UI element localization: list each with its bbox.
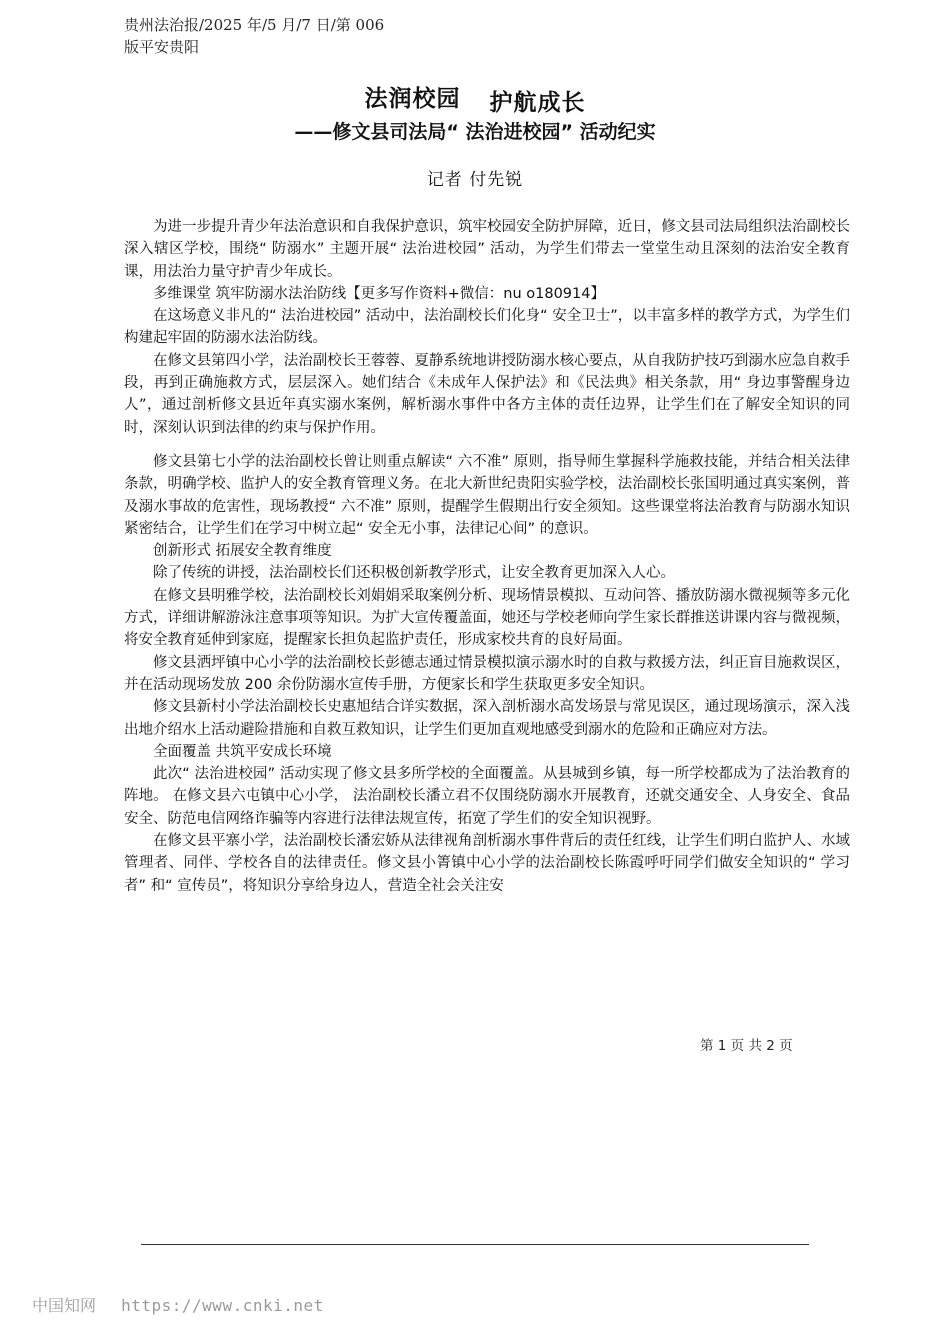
paragraph: 在修文县平寨小学，法治副校长潘宏娇从法律视角剖析溺水事件背后的责任红线，让学生们明白监护人、水域管理者、同伴、学校各自的法律责任。修文县小箐镇中心小学的法治副校长陈霞呼吁同学们做安全知识的“ 学习者” 和“ 宣传员”，将知识分享给身边人，营造全社会关注安: [124, 833, 850, 894]
article-title: [0, 82, 950, 116]
footer-divider: [141, 1244, 809, 1245]
watermark-brand: 中国知网: [32, 1296, 97, 1315]
publication-source: [124, 14, 424, 58]
section-heading: 创新形式 拓展安全教育维度: [153, 543, 332, 560]
title-part-2: 护航成长: [489, 90, 586, 116]
source-line-1: 贵州法治报/2025 年/5 月/7 日/第 006: [124, 16, 385, 34]
section-heading: 多维课堂 筑牢防溺水法治防线【更多写作资料+微信：nu o180914】: [153, 285, 605, 302]
title-part-1: 法润校园: [364, 86, 461, 112]
paragraph: 修文县新村小学法治副校长史惠旭结合详实数据，深入剖析溺水高发场景与常见误区，通过现场演示，深入浅出地介绍水上活动避险措施和自救互救知识，让学生们更加直观地感受到溺水的危险和正确应对方法。: [124, 699, 850, 738]
article-subtitle: ——修文县司法局“ 法治进校园” 活动纪实: [294, 121, 656, 143]
paragraph: 在修文县明雅学校，法治副校长刘娟娟采取案例分析、现场情景模拟、互动问答、播放防溺水微视频等多元化方式，详细讲解游泳注意事项等知识。为扩大宣传覆盖面，她还与学校老师向学生家长群推送讲课内容与微视频，将安全教育延伸到家庭，提醒家长担负起监护责任，形成家校共育的良好局面。: [124, 587, 850, 649]
byline: 记者 付先锐: [426, 170, 524, 190]
page-number: 第 1 页 共 2 页: [700, 1038, 793, 1054]
watermark-url: https://www.cnki.net: [121, 1296, 324, 1315]
source-line-2: 版平安贵阳: [124, 38, 200, 56]
paragraph: 在这场意义非凡的“ 法治进校园” 活动中，法治副校长们化身“ 安全卫士”，以丰富多样的教学方式，为学生们构建起牢固的防溺水法治防线。: [124, 308, 850, 347]
paragraph: 除了传统的讲授，法治副校长们还积极创新教学形式，让安全教育更加深入人心。: [153, 565, 675, 582]
cnki-watermark: [32, 1294, 324, 1318]
article-body: [124, 216, 850, 897]
paragraph: 修文县洒坪镇中心小学的法治副校长彭德志通过情景模拟演示溺水时的自救与救援方法，纠正盲目施救误区，并在活动现场发放 200 余份防溺水宣传手册，方便家长和学生获取更多安全知识。: [124, 654, 850, 693]
paragraph: 修文县第七小学的法治副校长曾让则重点解读“ 六不准” 原则，指导师生掌握科学施救技能，并结合相关法律条款，明确学校、监护人的安全教育管理义务。在北大新世纪贵阳实验学校，法治副校长张国明通过真实案例，普及溺水事故的危害性，现场教授“ 六不准” 原则，提醒学生假期出行安全须知。这些课堂将法治教育与防溺水知识紧密结合，让学生们在学习中树立起“ 安全无小事，法律记心间” 的意识。: [124, 453, 850, 537]
paragraph: 为进一步提升青少年法治意识和自我保护意识，筑牢校园安全防护屏障，近日，修文县司法局组织法治副校长深入辖区学校，围绕“ 防溺水” 主题开展“ 法治进校园” 活动，为学生们带去一堂堂生动且深刻的法治安全教育课，用法治力量守护青少年成长。: [124, 219, 850, 280]
paragraph: 此次“ 法治进校园” 活动实现了修文县多所学校的全面覆盖。从县城到乡镇，每一所学校都成为了法治教育的阵地。 在修文县六屯镇中心小学， 法治副校长潘立君不仅围绕防溺水开展教育，还就交通安全、人身安全、食品安全、防范电信网络诈骗等内容进行法律法规宣传，拓宽了学生们的安全知识视野。: [124, 766, 850, 827]
article-title-block: [0, 82, 950, 146]
paragraph: 在修文县第四小学，法治副校长王蓉蓉、夏静系统地讲授防溺水核心要点，从自我防护技巧到溺水应急自救手段，再到正确施救方式，层层深入。她们结合《未成年人保护法》和《民法典》相关条款，用“ 身边事警醒身边人”，通过剖析修文县近年真实溺水案例，解析溺水事件中各方主体的责任边界，让学生们在了解安全知识的同时，深刻认识到法律的约束与保护作用。: [124, 352, 850, 436]
section-heading: 全面覆盖 共筑平安成长环境: [153, 743, 332, 760]
